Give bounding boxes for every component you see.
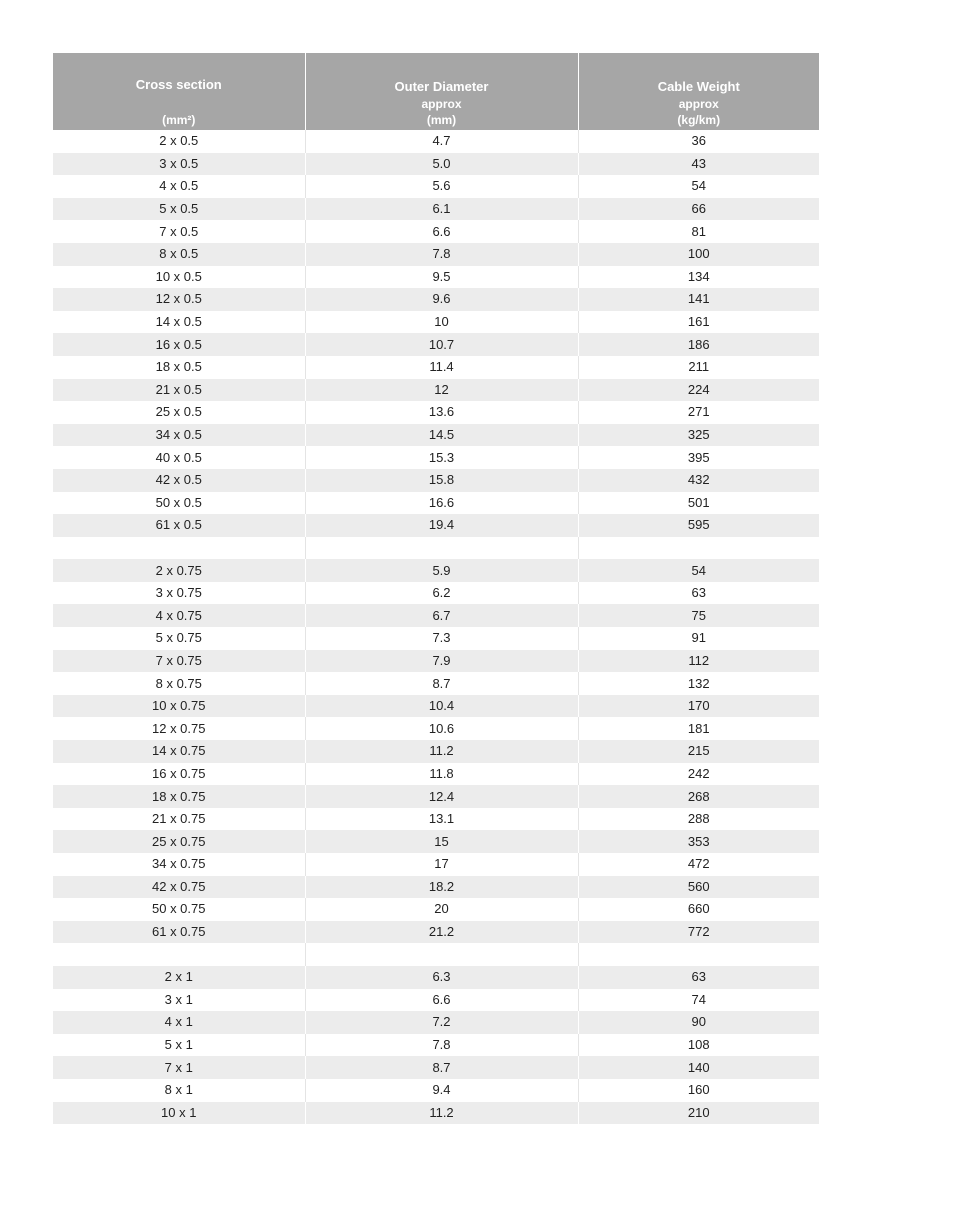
outer-diameter-cell: 6.1 bbox=[305, 198, 578, 221]
table-row bbox=[53, 356, 819, 379]
cable-weight-cell: 211 bbox=[578, 356, 819, 379]
table-row bbox=[53, 1011, 819, 1034]
table-row bbox=[53, 740, 819, 763]
header-cable-weight bbox=[578, 53, 819, 130]
table-row bbox=[53, 717, 819, 740]
outer-diameter-cell: 10.4 bbox=[305, 695, 578, 718]
outer-diameter-cell: 6.6 bbox=[305, 989, 578, 1012]
header-outer-diameter-unit: (mm) bbox=[426, 113, 457, 127]
outer-diameter-cell: 15 bbox=[305, 830, 578, 853]
outer-diameter-cell: 9.6 bbox=[305, 288, 578, 311]
cross-section-cell: 21 x 0.5 bbox=[53, 379, 305, 402]
table-row bbox=[53, 695, 819, 718]
cross-section-cell: 61 x 0.75 bbox=[53, 921, 305, 944]
cross-section-cell: 4 x 0.5 bbox=[53, 175, 305, 198]
cable-weight-cell: 160 bbox=[578, 1079, 819, 1102]
cross-section-cell: 5 x 0.75 bbox=[53, 627, 305, 650]
cable-weight-cell: 210 bbox=[578, 1102, 819, 1125]
cable-weight-cell: 395 bbox=[578, 446, 819, 469]
outer-diameter-cell: 11.4 bbox=[305, 356, 578, 379]
table-header bbox=[53, 53, 819, 130]
header-cross-section bbox=[53, 53, 305, 130]
outer-diameter-cell: 10 bbox=[305, 311, 578, 334]
cross-section-cell: 14 x 0.75 bbox=[53, 740, 305, 763]
cross-section-cell: 18 x 0.5 bbox=[53, 356, 305, 379]
cable-weight-cell: 81 bbox=[578, 220, 819, 243]
cable-weight-cell: 134 bbox=[578, 266, 819, 289]
cable-weight-cell: 215 bbox=[578, 740, 819, 763]
cross-section-cell: 8 x 1 bbox=[53, 1079, 305, 1102]
outer-diameter-cell: 12 bbox=[305, 379, 578, 402]
table-row bbox=[53, 379, 819, 402]
cable-weight-cell: 772 bbox=[578, 921, 819, 944]
cable-weight-cell: 36 bbox=[578, 130, 819, 153]
cable-weight-cell: 181 bbox=[578, 717, 819, 740]
cross-section-cell: 3 x 0.5 bbox=[53, 153, 305, 176]
cable-weight-cell: 660 bbox=[578, 898, 819, 921]
table-row bbox=[53, 582, 819, 605]
cross-section-cell: 40 x 0.5 bbox=[53, 446, 305, 469]
cable-weight-cell: 224 bbox=[578, 379, 819, 402]
outer-diameter-cell: 7.8 bbox=[305, 1034, 578, 1057]
cable-weight-cell bbox=[578, 943, 819, 966]
table-row bbox=[53, 1079, 819, 1102]
cable-weight-cell: 560 bbox=[578, 876, 819, 899]
cross-section-cell: 2 x 0.5 bbox=[53, 130, 305, 153]
table-row bbox=[53, 198, 819, 221]
outer-diameter-cell: 7.8 bbox=[305, 243, 578, 266]
table-row bbox=[53, 1034, 819, 1057]
outer-diameter-cell: 7.2 bbox=[305, 1011, 578, 1034]
table-row bbox=[53, 808, 819, 831]
table-row bbox=[53, 921, 819, 944]
header-cross-section-label: Cross section bbox=[135, 77, 222, 92]
cross-section-cell: 3 x 0.75 bbox=[53, 582, 305, 605]
cross-section-cell: 8 x 0.75 bbox=[53, 672, 305, 695]
outer-diameter-cell: 6.2 bbox=[305, 582, 578, 605]
cable-weight-cell: 170 bbox=[578, 695, 819, 718]
cross-section-cell: 7 x 0.75 bbox=[53, 650, 305, 673]
cross-section-cell: 5 x 1 bbox=[53, 1034, 305, 1057]
outer-diameter-cell: 8.7 bbox=[305, 672, 578, 695]
outer-diameter-cell: 12.4 bbox=[305, 785, 578, 808]
cross-section-cell: 4 x 0.75 bbox=[53, 604, 305, 627]
cross-section-cell: 10 x 1 bbox=[53, 1102, 305, 1125]
table-row bbox=[53, 401, 819, 424]
cross-section-cell: 18 x 0.75 bbox=[53, 785, 305, 808]
cable-weight-cell: 161 bbox=[578, 311, 819, 334]
table-row bbox=[53, 989, 819, 1012]
table-row bbox=[53, 311, 819, 334]
cable-weight-cell: 75 bbox=[578, 604, 819, 627]
cross-section-cell: 7 x 0.5 bbox=[53, 220, 305, 243]
cable-weight-cell: 54 bbox=[578, 559, 819, 582]
outer-diameter-cell: 7.9 bbox=[305, 650, 578, 673]
outer-diameter-cell: 20 bbox=[305, 898, 578, 921]
outer-diameter-cell: 5.9 bbox=[305, 559, 578, 582]
cross-section-cell: 61 x 0.5 bbox=[53, 514, 305, 537]
table-row bbox=[53, 763, 819, 786]
outer-diameter-cell: 15.8 bbox=[305, 469, 578, 492]
header-cross-section-unit: (mm²) bbox=[162, 113, 196, 127]
table-row bbox=[53, 898, 819, 921]
cross-section-cell: 12 x 0.75 bbox=[53, 717, 305, 740]
cross-section-cell: 50 x 0.75 bbox=[53, 898, 305, 921]
cable-weight-cell: 432 bbox=[578, 469, 819, 492]
cross-section-cell: 7 x 1 bbox=[53, 1056, 305, 1079]
table-row bbox=[53, 853, 819, 876]
cable-weight-cell: 112 bbox=[578, 650, 819, 673]
outer-diameter-cell: 6.7 bbox=[305, 604, 578, 627]
outer-diameter-cell: 10.6 bbox=[305, 717, 578, 740]
cross-section-cell: 2 x 0.75 bbox=[53, 559, 305, 582]
cable-weight-cell: 595 bbox=[578, 514, 819, 537]
outer-diameter-cell: 10.7 bbox=[305, 333, 578, 356]
cable-weight-cell: 132 bbox=[578, 672, 819, 695]
cable-weight-cell: 66 bbox=[578, 198, 819, 221]
cross-section-cell: 10 x 0.5 bbox=[53, 266, 305, 289]
cross-section-cell: 16 x 0.5 bbox=[53, 333, 305, 356]
table-row bbox=[53, 266, 819, 289]
header-outer-diameter bbox=[305, 53, 578, 130]
outer-diameter-cell: 8.7 bbox=[305, 1056, 578, 1079]
cable-weight-cell: 140 bbox=[578, 1056, 819, 1079]
cable-weight-cell: 501 bbox=[578, 492, 819, 515]
outer-diameter-cell: 6.6 bbox=[305, 220, 578, 243]
cable-weight-cell: 472 bbox=[578, 853, 819, 876]
cable-weight-cell: 91 bbox=[578, 627, 819, 650]
cross-section-cell: 21 x 0.75 bbox=[53, 808, 305, 831]
table-row bbox=[53, 627, 819, 650]
table-row bbox=[53, 243, 819, 266]
cable-weight-cell: 43 bbox=[578, 153, 819, 176]
outer-diameter-cell: 11.8 bbox=[305, 763, 578, 786]
cross-section-cell: 25 x 0.5 bbox=[53, 401, 305, 424]
outer-diameter-cell: 21.2 bbox=[305, 921, 578, 944]
table-row bbox=[53, 424, 819, 447]
cross-section-cell: 8 x 0.5 bbox=[53, 243, 305, 266]
header-outer-diameter-label: Outer Diameter bbox=[394, 79, 489, 94]
cross-section-cell: 34 x 0.5 bbox=[53, 424, 305, 447]
table-row bbox=[53, 785, 819, 808]
outer-diameter-cell: 13.1 bbox=[305, 808, 578, 831]
table-row bbox=[53, 130, 819, 153]
outer-diameter-cell: 5.0 bbox=[305, 153, 578, 176]
spacer-row bbox=[53, 943, 819, 966]
table-row bbox=[53, 1056, 819, 1079]
outer-diameter-cell: 9.4 bbox=[305, 1079, 578, 1102]
table-row bbox=[53, 153, 819, 176]
outer-diameter-cell: 11.2 bbox=[305, 740, 578, 763]
cross-section-cell: 50 x 0.5 bbox=[53, 492, 305, 515]
cross-section-cell: 12 x 0.5 bbox=[53, 288, 305, 311]
cable-weight-cell bbox=[578, 537, 819, 560]
outer-diameter-cell: 17 bbox=[305, 853, 578, 876]
outer-diameter-cell: 9.5 bbox=[305, 266, 578, 289]
cross-section-cell: 3 x 1 bbox=[53, 989, 305, 1012]
outer-diameter-cell: 19.4 bbox=[305, 514, 578, 537]
table-row bbox=[53, 492, 819, 515]
header-cable-weight-label: Cable Weight bbox=[657, 79, 740, 94]
cross-section-cell bbox=[53, 943, 305, 966]
table-row bbox=[53, 876, 819, 899]
outer-diameter-cell: 4.7 bbox=[305, 130, 578, 153]
cable-weight-cell: 271 bbox=[578, 401, 819, 424]
outer-diameter-cell: 13.6 bbox=[305, 401, 578, 424]
cross-section-cell: 25 x 0.75 bbox=[53, 830, 305, 853]
outer-diameter-cell bbox=[305, 943, 578, 966]
cable-weight-cell: 288 bbox=[578, 808, 819, 831]
outer-diameter-cell bbox=[305, 537, 578, 560]
table-row bbox=[53, 333, 819, 356]
cross-section-cell: 34 x 0.75 bbox=[53, 853, 305, 876]
cross-section-cell: 16 x 0.75 bbox=[53, 763, 305, 786]
table-row bbox=[53, 175, 819, 198]
table-row bbox=[53, 966, 819, 989]
outer-diameter-cell: 7.3 bbox=[305, 627, 578, 650]
cable-weight-cell: 54 bbox=[578, 175, 819, 198]
table-row bbox=[53, 1102, 819, 1125]
cable-weight-cell: 63 bbox=[578, 966, 819, 989]
header-cable-weight-unit: (kg/km) bbox=[677, 113, 721, 127]
header-cable-weight-approx: approx bbox=[678, 97, 719, 111]
table-row bbox=[53, 514, 819, 537]
cross-section-cell: 4 x 1 bbox=[53, 1011, 305, 1034]
table-row bbox=[53, 446, 819, 469]
table-row bbox=[53, 469, 819, 492]
outer-diameter-cell: 16.6 bbox=[305, 492, 578, 515]
cross-section-cell: 14 x 0.5 bbox=[53, 311, 305, 334]
cross-section-cell bbox=[53, 537, 305, 560]
table-row bbox=[53, 672, 819, 695]
cable-weight-cell: 108 bbox=[578, 1034, 819, 1057]
outer-diameter-cell: 6.3 bbox=[305, 966, 578, 989]
cable-weight-cell: 100 bbox=[578, 243, 819, 266]
outer-diameter-cell: 18.2 bbox=[305, 876, 578, 899]
cable-weight-cell: 242 bbox=[578, 763, 819, 786]
cross-section-cell: 10 x 0.75 bbox=[53, 695, 305, 718]
header-outer-diameter-approx: approx bbox=[421, 97, 462, 111]
spacer-row bbox=[53, 537, 819, 560]
cable-weight-cell: 90 bbox=[578, 1011, 819, 1034]
cross-section-cell: 42 x 0.5 bbox=[53, 469, 305, 492]
outer-diameter-cell: 15.3 bbox=[305, 446, 578, 469]
table-row bbox=[53, 650, 819, 673]
table-row bbox=[53, 559, 819, 582]
cable-spec-table bbox=[53, 53, 819, 1124]
outer-diameter-cell: 14.5 bbox=[305, 424, 578, 447]
cable-weight-cell: 74 bbox=[578, 989, 819, 1012]
outer-diameter-cell: 5.6 bbox=[305, 175, 578, 198]
table-row bbox=[53, 604, 819, 627]
table-row bbox=[53, 288, 819, 311]
cable-weight-cell: 186 bbox=[578, 333, 819, 356]
cable-weight-cell: 141 bbox=[578, 288, 819, 311]
cross-section-cell: 5 x 0.5 bbox=[53, 198, 305, 221]
cable-weight-cell: 268 bbox=[578, 785, 819, 808]
table-row bbox=[53, 830, 819, 853]
outer-diameter-cell: 11.2 bbox=[305, 1102, 578, 1125]
cable-weight-cell: 353 bbox=[578, 830, 819, 853]
cable-weight-cell: 325 bbox=[578, 424, 819, 447]
cross-section-cell: 2 x 1 bbox=[53, 966, 305, 989]
table-body bbox=[53, 130, 819, 1124]
cable-weight-cell: 63 bbox=[578, 582, 819, 605]
table-row bbox=[53, 220, 819, 243]
cross-section-cell: 42 x 0.75 bbox=[53, 876, 305, 899]
